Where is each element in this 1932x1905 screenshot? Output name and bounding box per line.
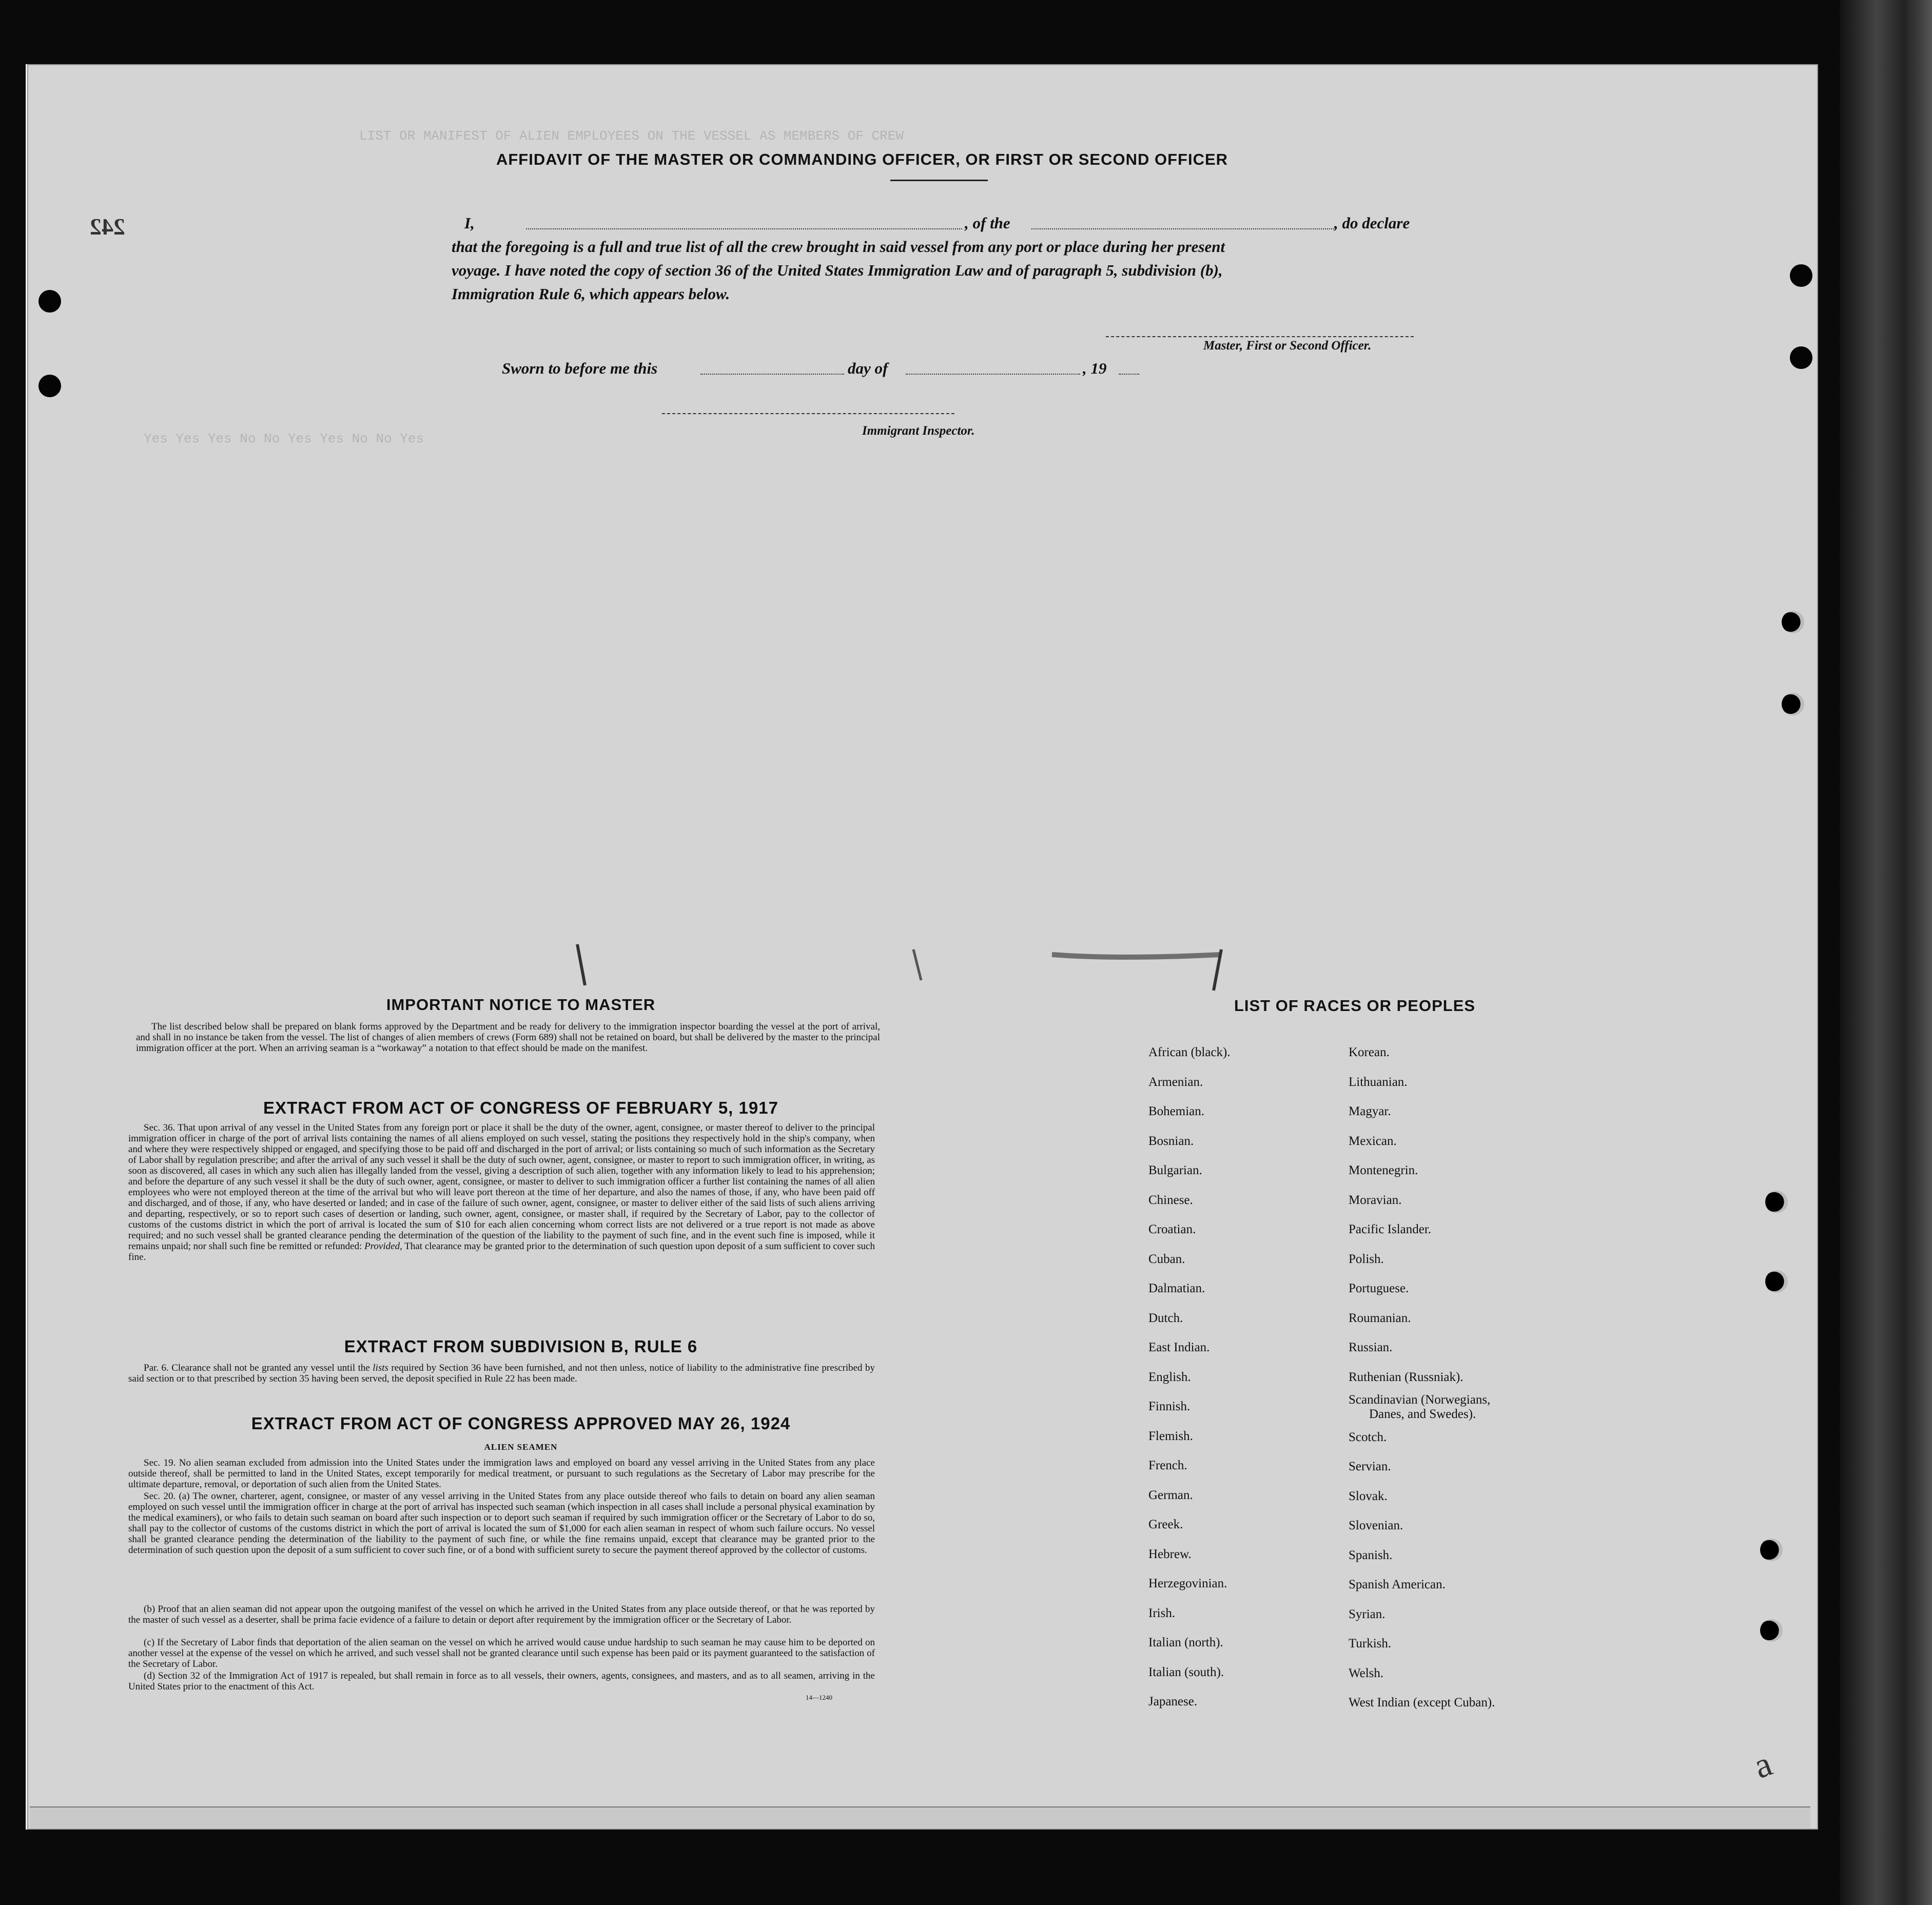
race-item: Cuban.: [1148, 1252, 1185, 1266]
affidavit-line4: Immigration Rule 6, which appears below.: [452, 285, 730, 303]
race-item: Moravian.: [1349, 1193, 1402, 1207]
race-item: Armenian.: [1148, 1075, 1203, 1089]
race-item: Polish.: [1349, 1252, 1384, 1266]
notice-title: IMPORTANT NOTICE TO MASTER: [386, 996, 656, 1014]
race-item: German.: [1148, 1488, 1193, 1502]
scan-dark-edge: [1840, 0, 1932, 1905]
extract-rule6-title: EXTRACT FROM SUBDIVISION B, RULE 6: [344, 1337, 698, 1356]
race-item: Scandinavian (Norwegians, Danes, and Swedes).: [1349, 1393, 1491, 1421]
race-item: Bosnian.: [1148, 1134, 1194, 1148]
race-item: Dalmatian.: [1148, 1281, 1205, 1295]
sworn-year: , 19: [1083, 359, 1107, 377]
underlying-page-edge: [30, 1806, 1810, 1828]
races-title: LIST OF RACES OR PEOPLES: [1234, 997, 1476, 1015]
race-item: Spanish American.: [1349, 1578, 1446, 1591]
race-item: Russian.: [1349, 1340, 1393, 1354]
signature-caption: Master, First or Second Officer.: [1203, 339, 1372, 353]
race-item: Turkish.: [1349, 1637, 1392, 1650]
race-item: Greek.: [1148, 1518, 1183, 1531]
binder-hole: [1790, 264, 1812, 287]
extract-1924-sec20b: (b) Proof that an alien seaman did not appear upon the outgoing manifest of the vessel on which he arrived in the United States from any place outside thereof, or that he was reported by the master of such vessel as a deserter, shall be prima facie evidence of a failure to detain or deport after requirement by the immigration officer or the Secretary of Labor.: [128, 1604, 875, 1625]
affidavit-of-the: , of the: [965, 214, 1010, 232]
race-item: Chinese.: [1148, 1193, 1193, 1207]
sworn-month-blank[interactable]: [906, 374, 1080, 375]
binder-hole: [1790, 346, 1812, 369]
sworn-year-blank[interactable]: [1119, 374, 1139, 375]
race-item: East Indian.: [1148, 1340, 1210, 1354]
race-item: Syrian.: [1349, 1607, 1385, 1621]
signature-blank[interactable]: [1106, 336, 1414, 337]
extract-rule6-body: Par. 6. Clearance shall not be granted any vessel until the lists required by Section 36 have been furnished, and not then unless, notice of liability to the administrative fine prescribed by said section or to that prescribed by section 35 having been served, the deposit specified in Rule 22 has been made.: [128, 1363, 875, 1384]
race-item: Italian (south).: [1148, 1665, 1224, 1679]
binder-hole: [1760, 1539, 1783, 1561]
extract-1917-body: Sec. 36. That upon arrival of any vessel in the United States from any foreign port or place it shall be the duty of the owner, agent, consignee, or master thereof to deliver to the principal immigration officer in charge of the port of arrival lists containing the names of all aliens employed on such vessel, stating the positions they respectively hold in the ship's company, when and where they were respectively shipped or engaged, and specifying those to be paid off and discharged in the port of arrival; or lists containing so much of such information as the Secretary of Labor shall by regulation prescribe; and after the arrival of any such vessel it shall be the duty of such owner, agent, consignee, or master to report to such immigration officer, in writing, as soon as discovered, all cases in which any such alien has illegally landed from the vessel, giving a description of such alien, together with any information likely to lead to his apprehension; and before the departure of any such vessel it shall be the duty of such owner, agent, consignee, or master to deliver to such immigration officer a further list containing the names of all alien employees who were not employed thereon at the time of the arrival but who will leave port thereon at the time of her departure, and also the names of those, if any, who have been paid off and discharged, and of those, if any, who have deserted or landed; and in case of the failure of such owner, agent, consignee, or master to deliver either of the said lists of such aliens arriving and departing, respectively, or so to report such cases of desertion or landing, such owner, agent, consignee, or master shall, if required by the Secretary of Labor, pay to the collector of customs of the customs district in which the port of arrival is located the sum of $10 for each alien concerning whom correct lists are not delivered or a true report is not made as above required; and no such vessel shall be granted clearance pending the determination of the question of the liability to the payment of such fine, and in the event such fine is imposed, while it remains unpaid; nor shall such fine be remitted or refunded: Provided, That clearance may be granted prior to the determination of such question upon deposit of a sum sufficient to cover such fine.: [128, 1122, 875, 1262]
extract-1924-sec20c: (c) If the Secretary of Labor finds that deportation of the alien seaman on the vessel on which he arrived would cause undue hardship to such seaman he may cause him to be deported on another vessel at the expense of the vessel on which he arrived, and such vessel shall not be granted clearance until such expense has been paid or its payment guaranteed to the satisfaction of the Secretary of Labor.: [128, 1637, 875, 1669]
race-item: African (black).: [1148, 1045, 1231, 1059]
race-item: Hebrew.: [1148, 1547, 1192, 1561]
race-item: Montenegrin.: [1349, 1163, 1418, 1177]
race-item: Herzegovinian.: [1148, 1577, 1227, 1590]
race-item: Bulgarian.: [1148, 1163, 1202, 1177]
race-item: Korean.: [1349, 1045, 1390, 1059]
title-rule: [890, 180, 988, 181]
binder-hole: [38, 290, 61, 313]
race-item: Slovak.: [1349, 1489, 1388, 1503]
race-item: Croatian.: [1148, 1222, 1196, 1236]
race-item: Dutch.: [1148, 1311, 1183, 1325]
affidavit-line2: that the foregoing is a full and true list of all the crew brought in said vessel from any port or place during her present: [452, 238, 1225, 256]
binder-hole: [1765, 1191, 1788, 1213]
race-item: Magyar.: [1349, 1104, 1391, 1118]
bleed-through-text: Yes Yes Yes No No Yes Yes No No Yes: [144, 431, 424, 446]
name-blank[interactable]: [526, 228, 962, 229]
extract-1917-title: EXTRACT FROM ACT OF CONGRESS OF FEBRUARY 5, 1917: [263, 1098, 778, 1117]
race-item: Flemish.: [1148, 1429, 1193, 1443]
races-column-1: [1148, 1038, 1231, 1717]
bleed-through-text: LIST OR MANIFEST OF ALIEN EMPLOYEES ON THE VESSEL AS MEMBERS OF CREW: [359, 128, 904, 144]
race-item: Bohemian.: [1148, 1104, 1205, 1118]
race-item: Roumanian.: [1349, 1311, 1411, 1325]
race-item: Italian (north).: [1148, 1636, 1223, 1649]
binder-hole: [1782, 611, 1804, 633]
binder-hole: [1760, 1619, 1783, 1642]
race-item: Pacific Islander.: [1349, 1222, 1432, 1236]
race-item: Spanish.: [1349, 1548, 1393, 1562]
sworn-day-of: day of: [848, 359, 888, 377]
extract-1924-subtitle: ALIEN SEAMEN: [484, 1442, 558, 1452]
extract-1924-sec19: Sec. 19. No alien seaman excluded from admission into the United States under the immigration laws and employed on board any vessel arriving in the United States from any place outside thereof, shall be permitted to land in the United States, except temporarily for medical treatment, or pursuant to such regulations as the Secretary of Labor may prescribe for the ultimate departure, removal, or deportation of such alien from the United States.: [128, 1457, 875, 1490]
race-item: Portuguese.: [1349, 1281, 1409, 1295]
race-item: English.: [1148, 1370, 1191, 1384]
race-item: Finnish.: [1148, 1399, 1191, 1413]
race-item: Irish.: [1148, 1606, 1176, 1620]
race-item: Welsh.: [1349, 1666, 1384, 1680]
affidavit-i: I,: [464, 214, 475, 232]
binder-hole: [1765, 1270, 1788, 1293]
corner-mark: a: [1748, 1744, 1778, 1787]
vessel-blank[interactable]: [1031, 228, 1334, 229]
race-item: Ruthenian (Russniak).: [1349, 1370, 1463, 1384]
form-number: 14—1240: [806, 1694, 832, 1701]
affidavit-declare: , do declare: [1334, 214, 1410, 232]
extract-1924-title: EXTRACT FROM ACT OF CONGRESS APPROVED MAY 26, 1924: [251, 1414, 791, 1433]
races-column-2: [1349, 1038, 1495, 1718]
extract-1924-sec20a: Sec. 20. (a) The owner, charterer, agent, consignee, or master of any vessel arriving in the United States from any place outside thereof who fails to detain on board any alien seaman employed on such vessel until the immigration officer in charge at the port of arrival has inspected such seaman (which inspection in all cases shall include a personal physical examination by the medical examiners), or who fails to detain such seaman on board after such inspection or to deport such seaman if required by such immigration officer or the Secretary of Labor to do so, shall pay to the collector of customs of the customs district in which the port of arrival is located the sum of $1,000 for each alien seaman in respect of whom such failure occurs. No vessel shall be granted clearance pending the determination of the liability to the payment of such fine, or while the fine remains unpaid, except that clearance may be granted prior to the determination of such question upon the deposit of a sum sufficient to cover such fine, or of a bond with sufficient surety to secure the payment thereof approved by the collector of customs.: [128, 1491, 875, 1556]
race-item: Mexican.: [1349, 1134, 1397, 1148]
binder-hole: [38, 375, 61, 397]
pencil-marks: [513, 924, 1283, 1026]
race-item: West Indian (except Cuban).: [1349, 1696, 1495, 1709]
extract-1924-sec20d: (d) Section 32 of the Immigration Act of 1917 is repealed, but shall remain in force as to all vessels, their owners, agents, consignees, and masters, and as to all seamen, arriving in the United States prior to the enactment of this Act.: [128, 1670, 875, 1692]
page-number: 242: [90, 213, 125, 240]
race-item: Japanese.: [1148, 1695, 1198, 1708]
race-item: Slovenian.: [1349, 1519, 1403, 1532]
sworn-day-blank[interactable]: [700, 374, 844, 375]
affidavit-line3: voyage. I have noted the copy of section 36 of the United States Immigration Law and of paragraph 5, subdivision (b),: [452, 261, 1223, 279]
affidavit-title: AFFIDAVIT OF THE MASTER OR COMMANDING OFFICER, OR FIRST OR SECOND OFFICER: [496, 150, 1228, 168]
inspector-caption: Immigrant Inspector.: [862, 424, 975, 438]
inspector-blank[interactable]: [662, 413, 954, 414]
notice-body: The list described below shall be prepared on blank forms approved by the Department and be ready for delivery to the immigration inspector boarding the vessel at the port of arrival, and shall in no instance be taken from the vessel. The list of changes of alien members of crews (Form 689) shall not be retained on board, but shall be delivered by the master to the principal immigration officer at the port. When an arriving seaman is a “workaway” a notation to that effect should be made on the manifest.: [136, 1021, 880, 1054]
binder-hole: [1782, 693, 1804, 715]
race-item: Lithuanian.: [1349, 1075, 1408, 1089]
race-item: Servian.: [1349, 1460, 1391, 1473]
sworn-text: Sworn to before me this: [502, 359, 658, 377]
race-item: Scotch.: [1349, 1430, 1387, 1444]
race-item: French.: [1148, 1459, 1187, 1472]
